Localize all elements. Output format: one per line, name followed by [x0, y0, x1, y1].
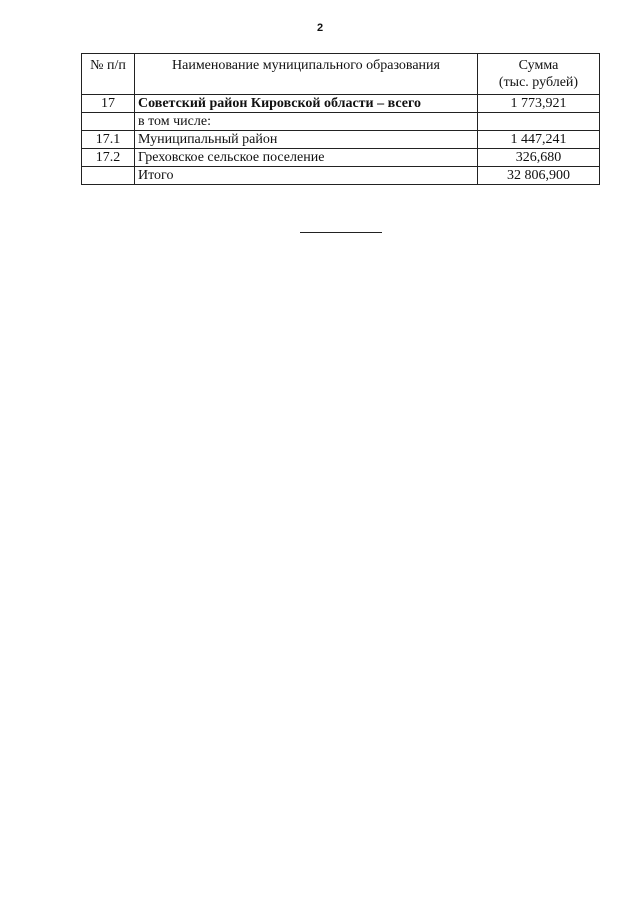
table-row: [82, 95, 600, 113]
table-row: [82, 131, 600, 149]
row-sum: [478, 113, 600, 131]
row-num: [82, 167, 135, 185]
end-divider-line: [300, 232, 382, 233]
row-sum: 32 806,900: [478, 167, 600, 185]
row-num: 17.2: [82, 149, 135, 167]
table-total-row: [82, 167, 600, 185]
header-sum-line1: Сумма: [518, 58, 559, 73]
row-name: Итого: [135, 167, 478, 185]
table-row: [82, 113, 600, 131]
row-name: Муниципальный район: [135, 131, 478, 149]
table-row: [82, 149, 600, 167]
header-name: Наименование муниципального образования: [135, 54, 478, 95]
row-name: Греховское сельское поселение: [135, 149, 478, 167]
header-sum: [478, 54, 600, 95]
allocation-table: [81, 53, 600, 185]
row-sum: 1 447,241: [478, 131, 600, 149]
row-sum: 326,680: [478, 149, 600, 167]
row-sum: 1 773,921: [478, 95, 600, 113]
table-header-row: [82, 54, 600, 95]
row-num: 17.1: [82, 131, 135, 149]
header-sum-line2: (тыс. рублей): [498, 75, 579, 90]
row-name: Советский район Кировской области – всего: [135, 95, 478, 113]
page-number: 2: [316, 22, 324, 34]
row-name: в том числе:: [135, 113, 478, 131]
row-num: [82, 113, 135, 131]
row-num: 17: [82, 95, 135, 113]
header-num: № п/п: [82, 54, 135, 95]
